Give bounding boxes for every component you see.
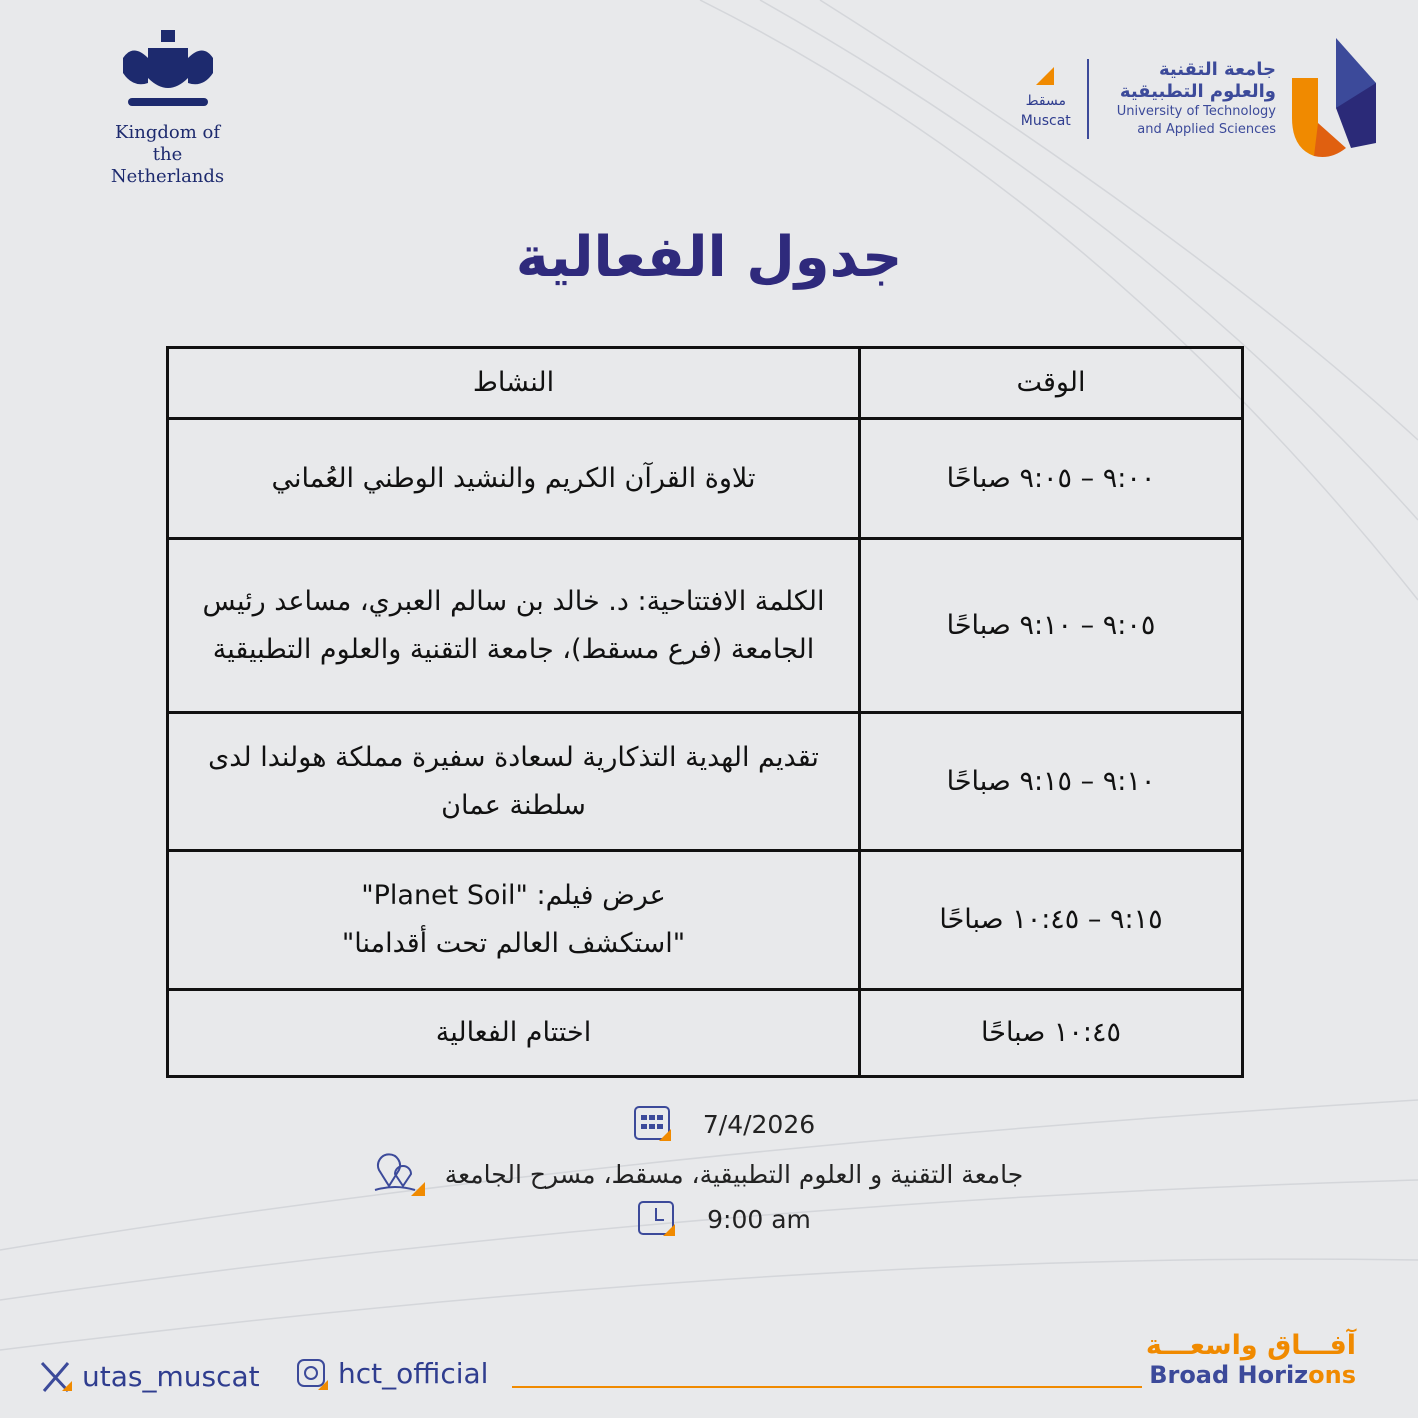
clock-icon [637,1200,677,1238]
table-row [168,990,1243,1077]
table-header [168,348,1243,419]
royal-crest-icon [113,28,223,118]
x-handle-text: utas_muscat [82,1360,260,1393]
activity-cell: عرض فيلم: "Planet Soil" "استكشف العالم تحت أقدامنا" [168,851,860,990]
table-row [168,713,1243,851]
time-cell: ٩:٠٠ – ٩:٠٥ صباحًا [860,419,1243,539]
time-cell: ١٠:٤٥ صباحًا [860,990,1243,1077]
activity-cell: تلاوة القرآن الكريم والنشيد الوطني العُماني [168,419,860,539]
event-date: 7/4/2026 [702,1109,816,1139]
table-row [168,539,1243,713]
time-cell: ٩:١٠ – ٩:١٥ صباحًا [860,713,1243,851]
orange-divider [512,1386,1142,1388]
calendar-icon [633,1105,673,1143]
netherlands-logo [95,28,240,188]
instagram-icon [296,1358,330,1390]
university-name: جامعة التقنية والعلوم التطبيقية University of Technology and Applied Sciences [1116,59,1276,137]
orange-triangle-icon [1036,67,1056,85]
event-location: جامعة التقنية و العلوم التطبيقية، مسقط، مسرح الجامعة [444,1159,1024,1189]
table-row [168,851,1243,990]
branch-label: مسقط Muscat [1021,67,1071,131]
broad-horizons-logo: آفـــاق واسعـــة Broad Horizons [1145,1330,1356,1389]
event-time: 9:00 am [707,1204,811,1234]
activity-cell: الكلمة الافتتاحية: د. خالد بن سالم العبري، مساعد رئيس الجامعة (فرع مسقط)، جامعة التقنية والعلوم التطبيقية [168,539,860,713]
time-row [0,1200,1418,1238]
date-row [0,1105,1418,1143]
time-cell: ٩:٠٥ – ٩:١٠ صباحًا [860,539,1243,713]
netherlands-name: Kingdom of the Netherlands [110,122,225,187]
location-row [0,1150,1418,1198]
instagram-handle[interactable] [296,1357,488,1390]
x-logo-icon [40,1361,74,1393]
header-time: الوقت [860,348,1243,419]
divider [1087,59,1089,139]
activity-cell: اختتام الفعالية [168,990,860,1077]
instagram-handle-text: hct_official [338,1357,489,1390]
header-activity: النشاط [168,348,860,419]
table-row [168,419,1243,539]
time-cell: ٩:١٥ – ١٠:٤٥ صباحًا [860,851,1243,990]
schedule-table [166,346,1244,1078]
location-pin-icon [373,1150,427,1198]
activity-cell: تقديم الهدية التذكارية لسعادة سفيرة مملكة هولندا لدى سلطنة عمان [168,713,860,851]
page-title: جدول الفعالية [515,225,903,290]
utas-logo [1021,38,1378,160]
x-handle[interactable] [40,1360,260,1393]
utas-emblem-icon [1292,38,1378,160]
